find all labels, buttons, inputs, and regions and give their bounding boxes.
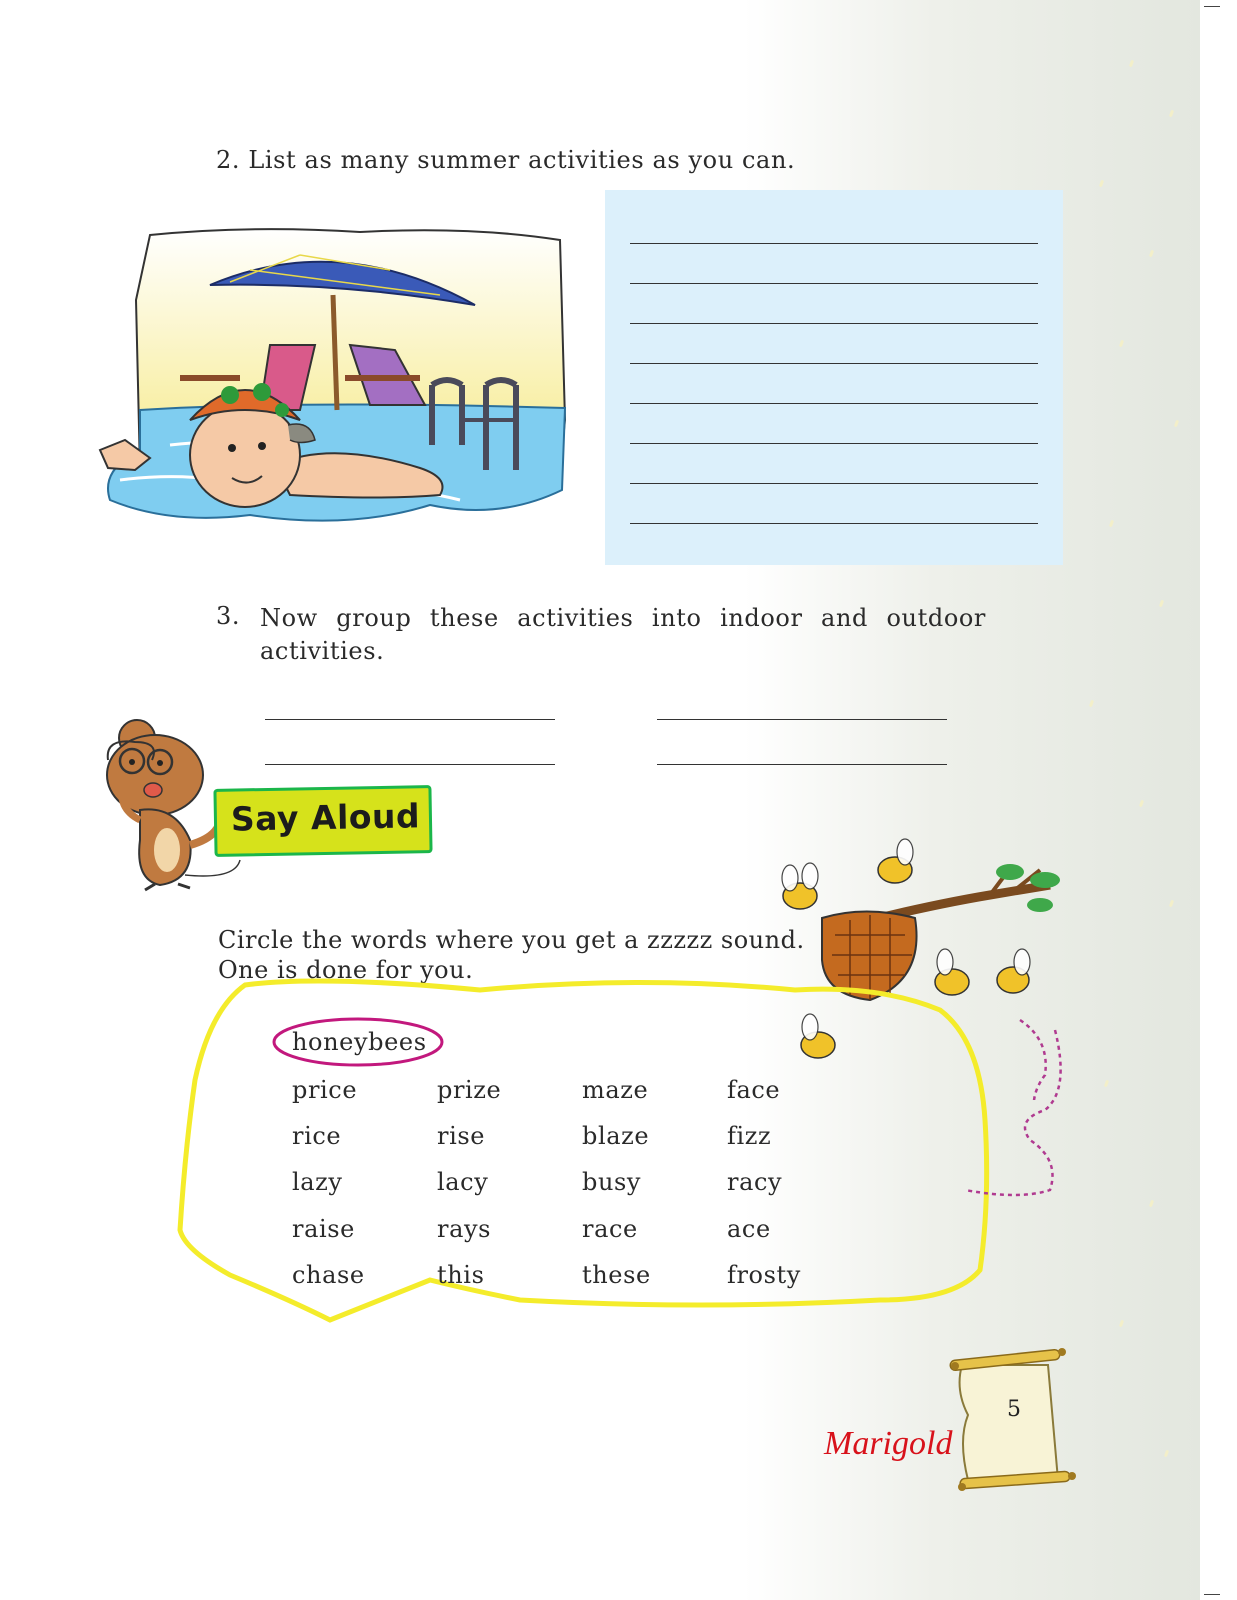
word-cell[interactable]: these [582,1261,651,1289]
say-aloud-text: Say Aloud [230,796,421,839]
word-cell[interactable]: rice [292,1122,342,1150]
word-cell[interactable]: race [582,1215,638,1243]
word-cell[interactable]: chase [292,1261,365,1289]
word-cell[interactable]: this [437,1261,485,1289]
question-3-text: Now group these activities into indoor and outdoor activities. [260,604,986,665]
word-cell[interactable]: prize [437,1076,502,1104]
word-cell[interactable]: racy [727,1168,783,1196]
word-cell[interactable]: blaze [582,1122,650,1150]
example-word: honeybees [292,1028,427,1056]
page-number: 5 [1007,1397,1021,1422]
question-2-text: 2. List as many summer activities as you can. [216,146,796,174]
word-cell[interactable]: rise [437,1122,486,1150]
word-cell[interactable]: ace [727,1215,771,1243]
word-cell[interactable]: fizz [727,1122,772,1150]
word-cell[interactable]: lazy [292,1168,343,1196]
instruction-line-1: Circle the words where you get a zzzzz sound. [218,926,805,954]
word-cell[interactable]: raise [292,1215,355,1243]
word-cell[interactable]: face [727,1076,781,1104]
question-3-number: 3. [216,602,241,630]
word-cell[interactable]: frosty [727,1261,801,1289]
word-cell[interactable]: busy [582,1168,642,1196]
word-cell[interactable]: price [292,1076,358,1104]
book-title: Marigold [824,1425,953,1462]
word-cell[interactable]: rays [437,1215,492,1243]
word-cell[interactable]: lacy [437,1168,489,1196]
word-cell[interactable]: maze [582,1076,649,1104]
instruction-line-2: One is done for you. [218,956,474,984]
